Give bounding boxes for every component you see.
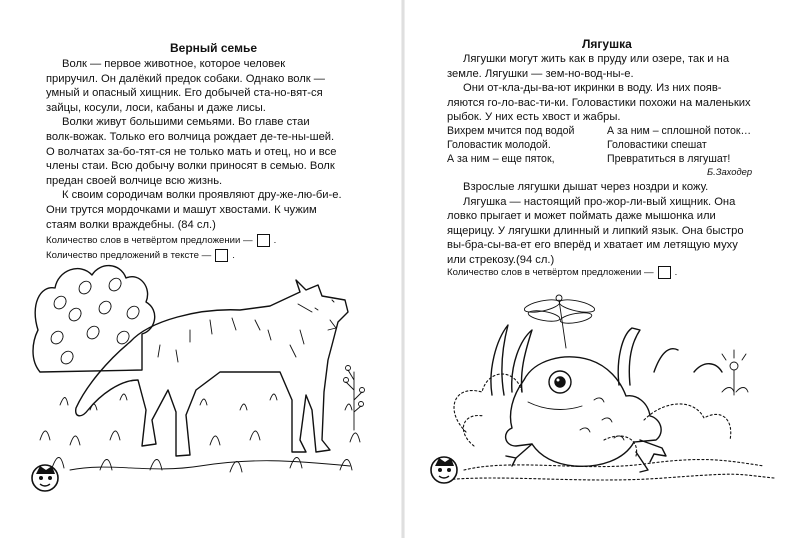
dragonfly-drawing xyxy=(523,295,595,348)
poem-line: Головастики спешат xyxy=(607,138,707,151)
left-page xyxy=(0,0,403,538)
poem-line: А за ним – сплошной поток… xyxy=(607,125,752,137)
text-line: Волки живут большими семьями. Во главе стаи xyxy=(62,116,310,129)
task-word-count: Количество слов в четвёртом предложении — . xyxy=(447,267,678,278)
text-line: ляются го-ло-вас-ти-ки. Головастики похожи на маленьких xyxy=(447,96,751,109)
text-line: Они трутся мордочками и машут хвостами. К чужим xyxy=(46,203,317,216)
grass-drawing xyxy=(40,394,360,472)
text-line: ловко прыгает и может поймать даже мышонка или xyxy=(447,210,716,223)
mascot-icon xyxy=(431,457,457,483)
poem-line: Вихрем мчится под водой xyxy=(447,125,575,137)
flower-drawing xyxy=(722,350,748,395)
task-label: Количество слов в четвёртом предложении — xyxy=(447,267,654,278)
task-label: Количество слов в четвёртом предложении — xyxy=(46,235,253,246)
wolf-illustration xyxy=(0,0,403,538)
wolf-drawing xyxy=(76,280,348,456)
mascot-icon xyxy=(32,465,58,491)
text-line: Взрослые лягушки дышат через ноздри и кожу. xyxy=(463,181,709,193)
wolf-story-title: Верный семье xyxy=(170,41,257,55)
text-line: или стрекозу.(94 сл.) xyxy=(447,253,555,266)
text-line: члены стаи. Всю добычу волки приносят в семью. Волк xyxy=(46,160,335,173)
text-line: стаям волки враждебны. (84 сл.) xyxy=(46,218,216,231)
task-word-count: Количество слов в четвёртом предложении — . xyxy=(46,235,277,246)
text-line: Лягушка — настоящий про-жор-ли-вый хищник. Она xyxy=(463,195,736,208)
text-line: вы-бра-сы-ва-ет его вперёд и хватает им летящую муху xyxy=(447,239,738,252)
text-line: Волк — первое животное, которое человек xyxy=(62,58,286,70)
text-line: К своим сородичам волки проявляют дру-же-лю-би-е. xyxy=(62,189,342,202)
poem-line: Превратиться в лягушат! xyxy=(607,152,731,165)
text-line: умный и опасный хищник. Его добычей ста-но-вят-ся xyxy=(46,87,323,100)
text-line: волк-вожак. Только его волчица рождает де-те-ны-шей. xyxy=(46,130,335,143)
frog-drawing xyxy=(506,357,666,472)
text-line: Лягушки могут жить как в пруду или озере, так и на xyxy=(463,53,730,65)
task-label: Количество предложений в тексте — xyxy=(46,250,212,261)
bush-drawing xyxy=(33,266,155,372)
right-page xyxy=(404,0,807,538)
poem-line: Головастик молодой. xyxy=(447,138,551,151)
text-line: зайцы, косули, лоси, кабаны и даже лисы. xyxy=(46,101,266,114)
text-line: О волчатах за-бо-тят-ся не только мать и отец, но и все xyxy=(46,145,337,158)
text-line: приручил. Он далёкий предок собаки. Однако волк — xyxy=(46,72,325,85)
poem-author: Б.Заходер xyxy=(707,166,753,177)
text-line: ящерицу. У лягушки длинный и липкий язык. Она быстро xyxy=(447,224,744,237)
text-line: предан своей волчице всю жизнь. xyxy=(46,174,223,187)
text-line: Они от-кла-ды-ва-ют икринки в воду. Из них появ- xyxy=(463,82,722,95)
task-sentence-count: Количество предложений в тексте — . xyxy=(46,250,235,261)
frog-illustration xyxy=(404,0,807,538)
text-line: рыбок. У них есть хвост и жабры. xyxy=(447,111,621,124)
text-line: земле. Лягушки — зем-но-вод-ны-е. xyxy=(447,67,634,80)
reeds-drawing xyxy=(491,325,722,395)
poem-line: А за ним – еще пяток, xyxy=(447,152,555,165)
frog-story-title: Лягушка xyxy=(582,37,632,51)
plant-drawing xyxy=(344,366,365,431)
